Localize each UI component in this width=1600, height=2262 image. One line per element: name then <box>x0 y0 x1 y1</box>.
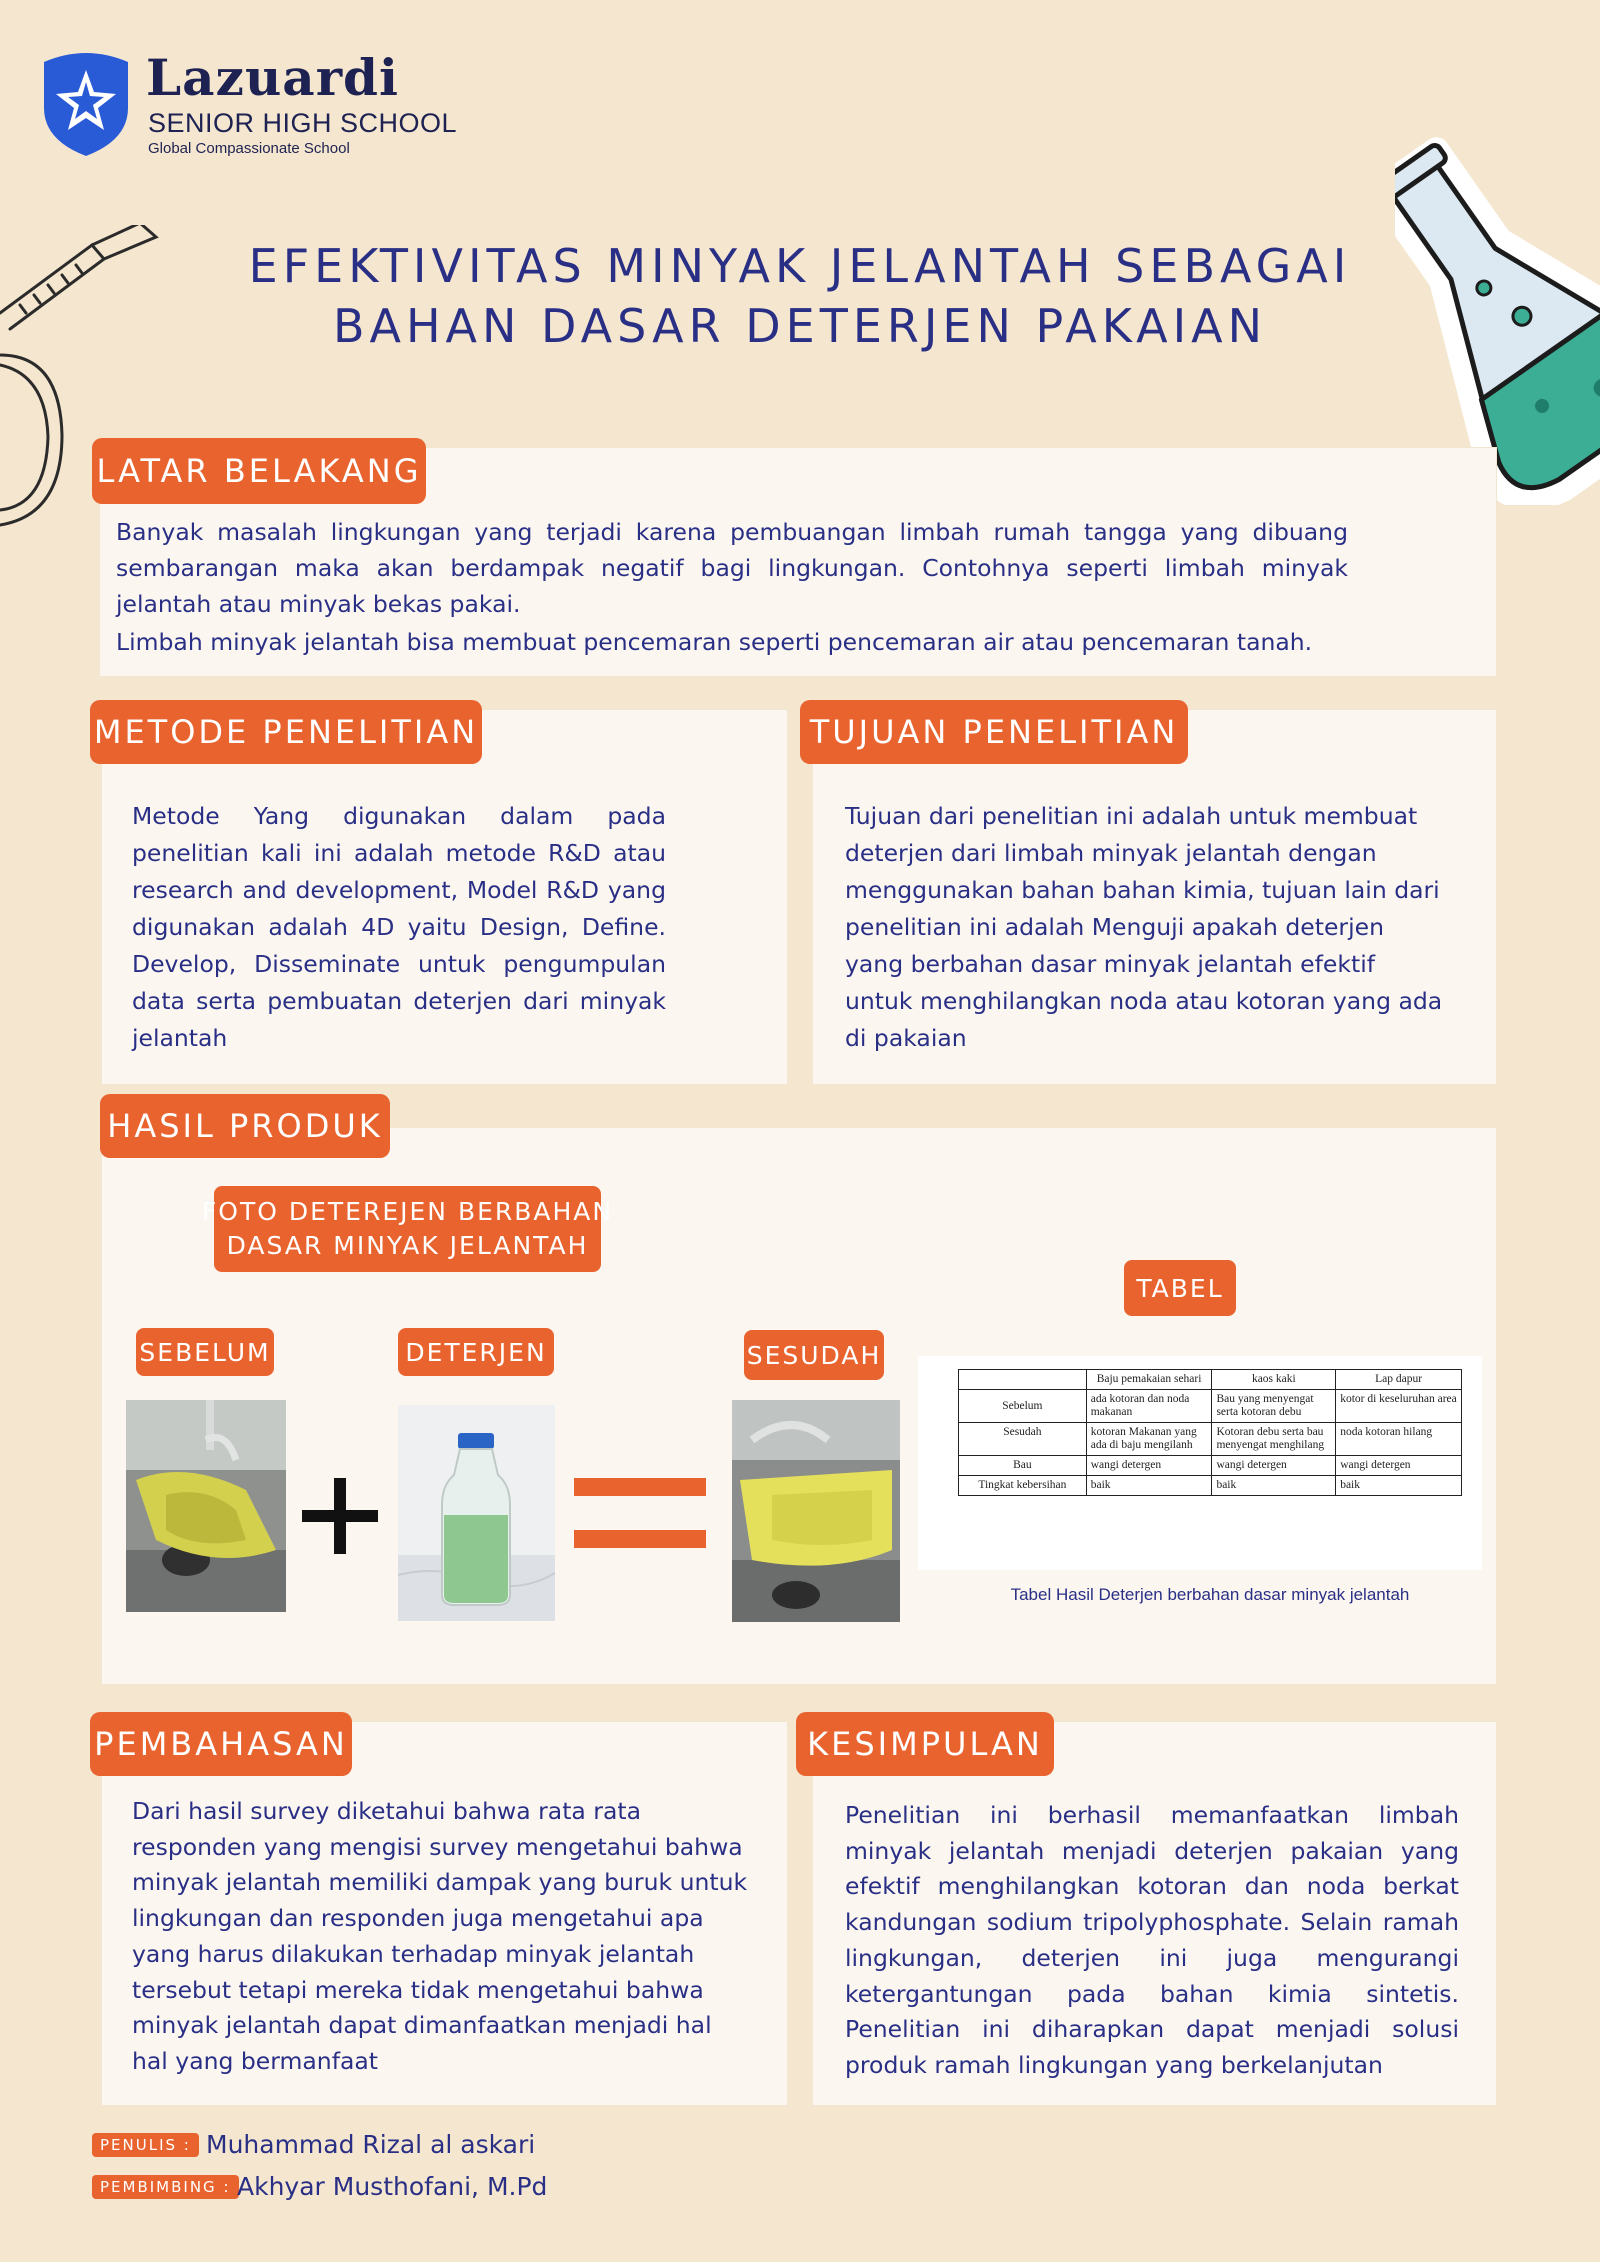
pembimbing-name: Akhyar Musthofani, M.Pd <box>237 2172 548 2201</box>
table-cell: baik <box>1336 1476 1462 1496</box>
school-logo <box>40 48 460 158</box>
foto-deterjen-label <box>201 1186 614 1272</box>
school-tagline: Global Compassionate School <box>148 140 350 157</box>
penulis-name: Muhammad Rizal al askari <box>206 2130 536 2159</box>
deterjen-label: DETERJEN <box>398 1328 554 1376</box>
table-cell: kotoran Makanan yang ada di baju mengilanh <box>1086 1423 1212 1456</box>
equals-icon <box>574 1478 706 1550</box>
sebelum-label: SEBELUM <box>136 1328 274 1376</box>
tujuan-card <box>813 710 1496 1084</box>
table-row <box>959 1390 1462 1423</box>
table-cell: kotor di keseluruhan area <box>1336 1390 1462 1423</box>
table-cell: Sesudah <box>959 1423 1087 1456</box>
foto-label-line-1: FOTO DETEREJEN BERBAHAN <box>201 1197 614 1226</box>
table-row <box>959 1476 1462 1496</box>
hasil-produk-heading: HASIL PRODUK <box>100 1094 390 1158</box>
school-name: Lazuardi <box>146 48 399 107</box>
latar-belakang-heading: LATAR BELAKANG <box>92 438 426 504</box>
table-cell: wangi detergen <box>1336 1456 1462 1476</box>
table-header-cell: Lap dapur <box>1336 1370 1462 1390</box>
sesudah-photo <box>732 1400 900 1622</box>
tujuan-text: Tujuan dari penelitian ini adalah untuk membuat deterjen dari limbah minyak jelantah dengan menggunakan bahan bahan kimia, tujuan lain dari penelitian ini adalah Menguji apakah deterjen yang berbahan dasar minyak jelantah efektif untuk menghilangkan noda atau kotoran yang ada di pakaian <box>845 802 1443 1052</box>
table-caption: Tabel Hasil Deterjen berbahan dasar minyak jelantah <box>1010 1585 1410 1604</box>
pembimbing-label: PEMBIMBING : <box>92 2175 239 2199</box>
pembahasan-heading: PEMBAHASAN <box>90 1712 352 1776</box>
table-cell: Sebelum <box>959 1390 1087 1423</box>
metode-heading: METODE PENELITIAN <box>90 700 482 764</box>
table-cell: Tingkat kebersihan <box>959 1476 1087 1496</box>
table-cell: Kotoran debu serta bau menyengat menghilang <box>1212 1423 1336 1456</box>
kesimpulan-text: Penelitian ini berhasil memanfaatkan limbah minyak jelantah menjadi deterjen pakaian yang efektif menghilangkan kotoran dan noda berkat kandungan sodium tripolyphosphate. Selain ramah lingkungan, deterjen ini juga mengurangi ketergantungan pada bahan kimia sintetis. Penelitian ini diharapkan dapat menjadi solusi produk ramah lingkungan yang berkelanjutan <box>845 1801 1459 2079</box>
metode-text: Metode Yang digunakan dalam pada penelitian kali ini adalah metode R&D atau research and development, Model R&D yang digunakan adalah 4D yaitu Design, Define. Develop, Disseminate untuk pengumpulan data serta pembuatan deterjen dari minyak jelantah <box>132 802 666 1052</box>
table-header-cell: kaos kaki <box>1212 1370 1336 1390</box>
kesimpulan-heading: KESIMPULAN <box>796 1712 1054 1776</box>
latar-belakang-paragraph-1: Banyak masalah lingkungan yang terjadi karena pembuangan limbah rumah tangga yang dibuang sembarangan maka akan berdampak negatif bagi lingkungan. Contohnya seperti limbah minyak jelantah atau minyak bekas pakai. <box>116 518 1348 618</box>
pembahasan-text: Dari hasil survey diketahui bahwa rata rata responden yang mengisi survey mengetahui bahwa minyak jelantah memiliki dampak yang buruk untuk lingkungan dan responden juga mengetahui apa yang harus dilakukan terhadap minyak jelantah tersebut tetapi mereka tidak mengetahui bahwa minyak jelantah dapat dimanfaatkan menjadi hal hal yang bermanfaat <box>132 1797 748 2075</box>
poster-title <box>180 236 1420 356</box>
table-header-row <box>959 1370 1462 1390</box>
table-row <box>959 1456 1462 1476</box>
table-header-cell: Baju pemakaian sehari <box>1086 1370 1212 1390</box>
table-cell: wangi detergen <box>1212 1456 1336 1476</box>
penulis-label: PENULIS : <box>92 2133 199 2157</box>
shield-icon <box>40 48 132 158</box>
pembahasan-card <box>102 1722 787 2105</box>
table-cell: wangi detergen <box>1086 1456 1212 1476</box>
table-cell: baik <box>1212 1476 1336 1496</box>
tabel-label: TABEL <box>1124 1260 1236 1316</box>
table-cell: noda kotoran hilang <box>1336 1423 1462 1456</box>
school-level: SENIOR HIGH SCHOOL <box>148 108 458 138</box>
sebelum-photo <box>126 1400 286 1612</box>
plus-icon <box>302 1478 378 1554</box>
sesudah-label: SESUDAH <box>744 1330 884 1380</box>
kesimpulan-card <box>813 1722 1496 2105</box>
table-cell: Bau yang menyengat serta kotoran debu <box>1212 1390 1336 1423</box>
tujuan-heading: TUJUAN PENELITIAN <box>800 700 1188 764</box>
table-cell: baik <box>1086 1476 1212 1496</box>
table-cell: Bau <box>959 1456 1087 1476</box>
metode-card <box>102 710 787 1084</box>
title-line-1: EFEKTIVITAS MINYAK JELANTAH SEBAGAI <box>248 239 1352 293</box>
table-row <box>959 1423 1462 1456</box>
table-cell: ada kotoran dan noda makanan <box>1086 1390 1212 1423</box>
title-line-2: BAHAN DASAR DETERJEN PAKAIAN <box>332 299 1268 353</box>
foto-label-line-2: DASAR MINYAK JELANTAH <box>226 1231 589 1260</box>
results-table <box>958 1369 1462 1496</box>
deterjen-photo <box>398 1405 555 1621</box>
latar-belakang-paragraph-2: Limbah minyak jelantah bisa membuat pencemaran seperti pencemaran air atau pencemaran tanah. <box>116 628 1313 656</box>
table-header-cell <box>959 1370 1087 1390</box>
